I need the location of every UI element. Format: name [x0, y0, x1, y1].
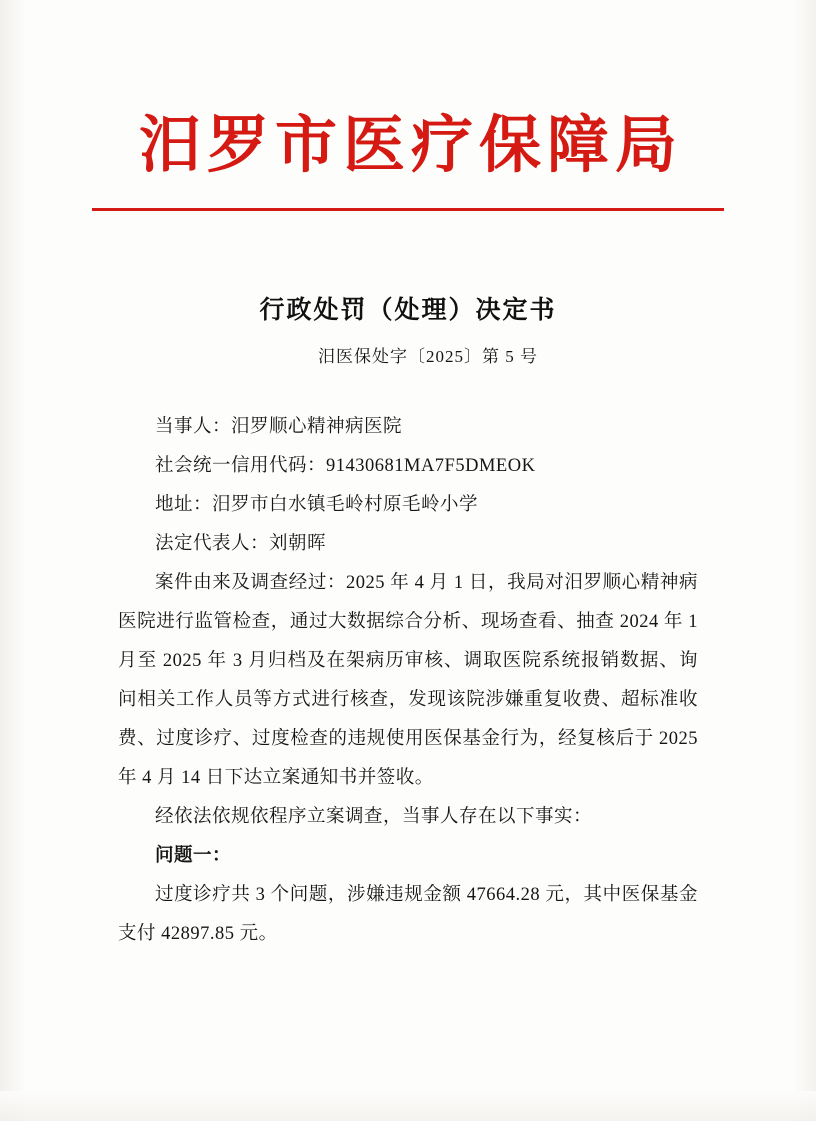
party-line: 当事人：汨罗顺心精神病医院 [155, 417, 403, 437]
letterhead [0, 112, 816, 211]
address-line: 地址：汨罗市白水镇毛岭村原毛岭小学 [155, 495, 479, 515]
scan-edge-bottom [0, 1091, 816, 1121]
letterhead-divider [92, 208, 724, 211]
problem-one-label: 问题一： [155, 846, 232, 866]
investigation-result-paragraph: 经依法依规依程序立案调查，当事人存在以下事实： [155, 807, 593, 827]
legal-representative-line: 法定代表人：刘朝晖 [155, 534, 327, 554]
document-body [118, 408, 698, 954]
document-number: 汨医保处字〔2025〕第 5 号 [318, 347, 538, 366]
credit-code-line: 社会统一信用代码：91430681MA7F5DMEOK [155, 456, 536, 476]
case-origin-paragraph: 案件由来及调查经过：2025 年 4 月 1 日，我局对汨罗顺心精神病医院进行监管检查，通过大数据综合分析、现场查看、抽查 2024 年 1 月至 2025 年 3 月归档及在架病历审核、调取医院系统报销数据、询问相关工作人员等方式进行核查，发现该院涉嫌重复收费、超标准收费、过度诊疗、过度检查的违规使用医保基金行为，经复核后于 2025 年 4 月 14 日下达立案通知书并签收。 [118, 573, 698, 788]
document-title: 行政处罚（处理）决定书 [259, 297, 557, 324]
problem-one-text: 过度诊疗共 3 个问题，涉嫌违规金额 47664.28 元，其中医保基金支付 42897.85 元。 [118, 885, 698, 944]
issuing-organization: 汨罗市医疗保障局 [138, 111, 683, 180]
